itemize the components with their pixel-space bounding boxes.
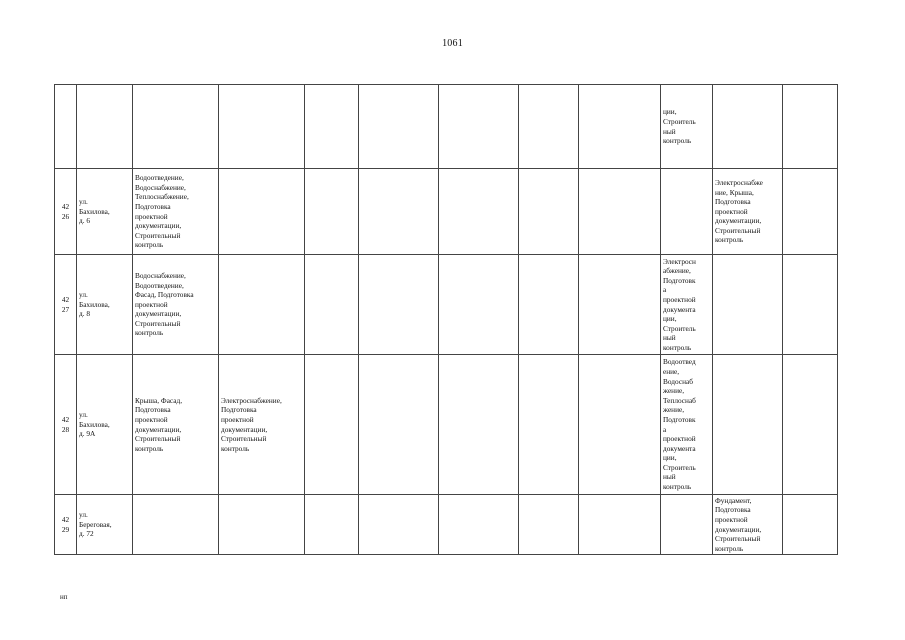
works-cell: Электроснабжение, Подготовка проектной документации, Строительный контроль <box>219 355 305 495</box>
empty-cell <box>439 495 519 555</box>
empty-cell <box>305 495 359 555</box>
row-number-cell: 42 27 <box>55 255 77 355</box>
works-cell <box>219 495 305 555</box>
empty-cell <box>439 85 519 169</box>
row-number-cell: 42 26 <box>55 169 77 255</box>
empty-cell <box>783 169 838 255</box>
works-cell <box>713 255 783 355</box>
address-cell: ул. Бахилова, д. 9А <box>77 355 133 495</box>
empty-cell <box>519 169 579 255</box>
table-row <box>55 495 838 555</box>
empty-cell <box>305 169 359 255</box>
row-number-cell <box>55 85 77 169</box>
works-cell <box>661 495 713 555</box>
empty-cell <box>579 355 661 495</box>
empty-cell <box>783 255 838 355</box>
empty-cell <box>783 495 838 555</box>
capital-repair-table <box>54 84 838 555</box>
empty-cell <box>439 355 519 495</box>
footer-mark: нп <box>60 593 68 601</box>
empty-cell <box>783 85 838 169</box>
works-cell: Водоотвед ение, Водоснаб жение, Теплоснаб жение, Подготовк а проектной документа ции, Строитель ный контроль <box>661 355 713 495</box>
empty-cell <box>579 255 661 355</box>
works-cell: ции, Строитель ный контроль <box>661 85 713 169</box>
works-cell <box>661 169 713 255</box>
empty-cell <box>305 255 359 355</box>
empty-cell <box>305 355 359 495</box>
works-cell: Водоотведение, Водоснабжение, Теплоснабжение, Подготовка проектной документации, Строительный контроль <box>133 169 219 255</box>
address-cell: ул. Бахилова, д. 6 <box>77 169 133 255</box>
address-cell <box>77 85 133 169</box>
works-cell <box>219 85 305 169</box>
works-cell <box>219 169 305 255</box>
empty-cell <box>359 495 439 555</box>
works-cell <box>133 495 219 555</box>
address-cell: ул. Бахилова, д. 8 <box>77 255 133 355</box>
empty-cell <box>579 169 661 255</box>
empty-cell <box>359 355 439 495</box>
empty-cell <box>439 169 519 255</box>
empty-cell <box>359 169 439 255</box>
table-row <box>55 355 838 495</box>
page-number: 1061 <box>442 38 463 49</box>
works-cell: Электросн абжение, Подготовк а проектной документа ции, Строитель ный контроль <box>661 255 713 355</box>
works-cell: Фундамент, Подготовка проектной документации, Строительный контроль <box>713 495 783 555</box>
works-cell <box>133 85 219 169</box>
empty-cell <box>519 85 579 169</box>
empty-cell <box>579 85 661 169</box>
table-row <box>55 255 838 355</box>
works-cell: Электроснабже ние, Крыша, Подготовка проектной документации, Строительный контроль <box>713 169 783 255</box>
table-row <box>55 85 838 169</box>
works-cell <box>713 85 783 169</box>
address-cell: ул. Береговая, д. 72 <box>77 495 133 555</box>
empty-cell <box>519 495 579 555</box>
empty-cell <box>519 255 579 355</box>
works-cell <box>219 255 305 355</box>
empty-cell <box>359 255 439 355</box>
empty-cell <box>519 355 579 495</box>
row-number-cell: 42 28 <box>55 355 77 495</box>
works-cell: Крыша, Фасад, Подготовка проектной документации, Строительный контроль <box>133 355 219 495</box>
empty-cell <box>579 495 661 555</box>
empty-cell <box>783 355 838 495</box>
table-row <box>55 169 838 255</box>
empty-cell <box>359 85 439 169</box>
works-cell <box>713 355 783 495</box>
empty-cell <box>439 255 519 355</box>
works-cell: Водоснабжение, Водоотведение, Фасад, Подготовка проектной документации, Строительный контроль <box>133 255 219 355</box>
empty-cell <box>305 85 359 169</box>
row-number-cell: 42 29 <box>55 495 77 555</box>
